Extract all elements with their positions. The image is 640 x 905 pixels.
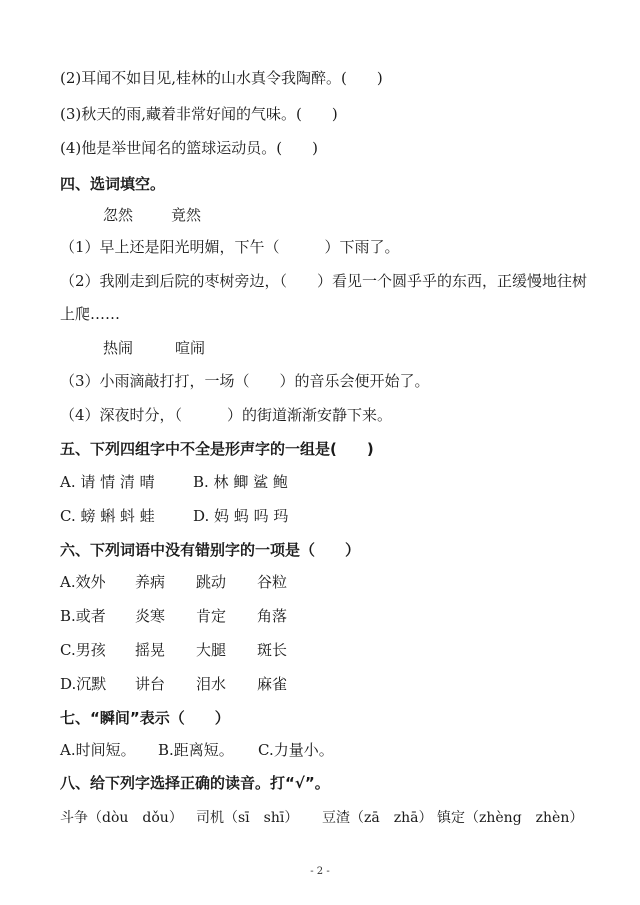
page-number: - 2 - (310, 866, 330, 877)
option-d: D. 妈 蚂 吗 玛 (193, 507, 289, 525)
section4-q2-line1: （2）我刚走到后院的枣树旁边，（ ）看见一个圆乎乎的东西，正缓慢地往树 (60, 272, 588, 290)
option-word: 谷粒 (257, 573, 288, 591)
pinyin-item: 斗争（dòu dǒu） (60, 810, 183, 826)
section4-heading: 四、选词填空。 (60, 175, 166, 193)
pinyin-item: 镇定（zhèng zhèn） (437, 810, 584, 826)
section5-row (60, 506, 600, 526)
option-word: 大腿 (196, 641, 227, 659)
option-word: 炎寒 (135, 607, 166, 625)
option-word: 泪水 (196, 675, 227, 693)
option-b: B. 林 鲫 鲨 鲍 (193, 473, 288, 491)
option-b: B.距离短。 (158, 741, 234, 759)
section6-row (60, 640, 600, 660)
word-choice: 竟然 (171, 206, 202, 224)
option-word: B.或者 (60, 607, 106, 625)
option-word: 麻雀 (257, 675, 288, 693)
word-choice: 忽然 (103, 206, 134, 224)
section4-q4: （4）深夜时分，（ ）的街道渐渐安静下来。 (60, 406, 393, 424)
option-word: 讲台 (135, 675, 166, 693)
option-word: C.男孩 (60, 641, 106, 659)
section4-q1: （1）早上还是阳光明媚，下午（ ）下雨了。 (60, 238, 400, 256)
section3-item-4: (4)他是举世闻名的篮球运动员。( ) (60, 139, 318, 157)
section4-q3: （3）小雨滴敲打打，一场（ ）的音乐会便开始了。 (60, 372, 430, 390)
section6-row (60, 572, 600, 592)
option-word: 斑长 (257, 641, 288, 659)
option-word: D.沉默 (60, 675, 107, 693)
section7-heading: 七、“瞬间”表示（ ） (60, 709, 230, 727)
section5-row (60, 472, 600, 492)
pinyin-item: 司机（sī shī） (196, 810, 299, 826)
option-word: 角落 (257, 607, 288, 625)
word-choice: 喧闹 (175, 339, 206, 357)
section7-options (60, 740, 600, 760)
option-word: 跳动 (196, 573, 227, 591)
option-c: C. 螃 蝌 蚪 蛙 (60, 507, 155, 525)
option-word: 养病 (135, 573, 166, 591)
pinyin-item: 豆渣（zā zhā） (322, 810, 433, 826)
option-c: C.力量小。 (258, 741, 334, 759)
section6-heading: 六、下列词语中没有错别字的一项是（ ） (60, 541, 361, 559)
section8-heading: 八、给下列字选择正确的读音。打“√”。 (60, 774, 330, 792)
word-choices-2 (103, 338, 600, 358)
section3-item-3: (3)秋天的雨,藏着非常好闻的气味。( ) (60, 105, 338, 123)
option-a: A. 请 情 清 晴 (60, 473, 155, 491)
section5-heading: 五、下列四组字中不全是形声字的一组是( ) (60, 440, 374, 458)
word-choices-1 (103, 205, 600, 225)
section8-items (60, 808, 600, 828)
section3-item-2: (2)耳闻不如目见,桂林的山水真令我陶醉。( ) (60, 69, 383, 87)
section6-row (60, 674, 600, 694)
section4-q2-line2: 上爬…… (60, 305, 121, 323)
option-word: 摇晃 (135, 641, 166, 659)
section6-row (60, 606, 600, 626)
option-a: A.时间短。 (60, 741, 136, 759)
option-word: 肯定 (196, 607, 227, 625)
option-word: A.效外 (60, 573, 106, 591)
word-choice: 热闹 (103, 339, 134, 357)
